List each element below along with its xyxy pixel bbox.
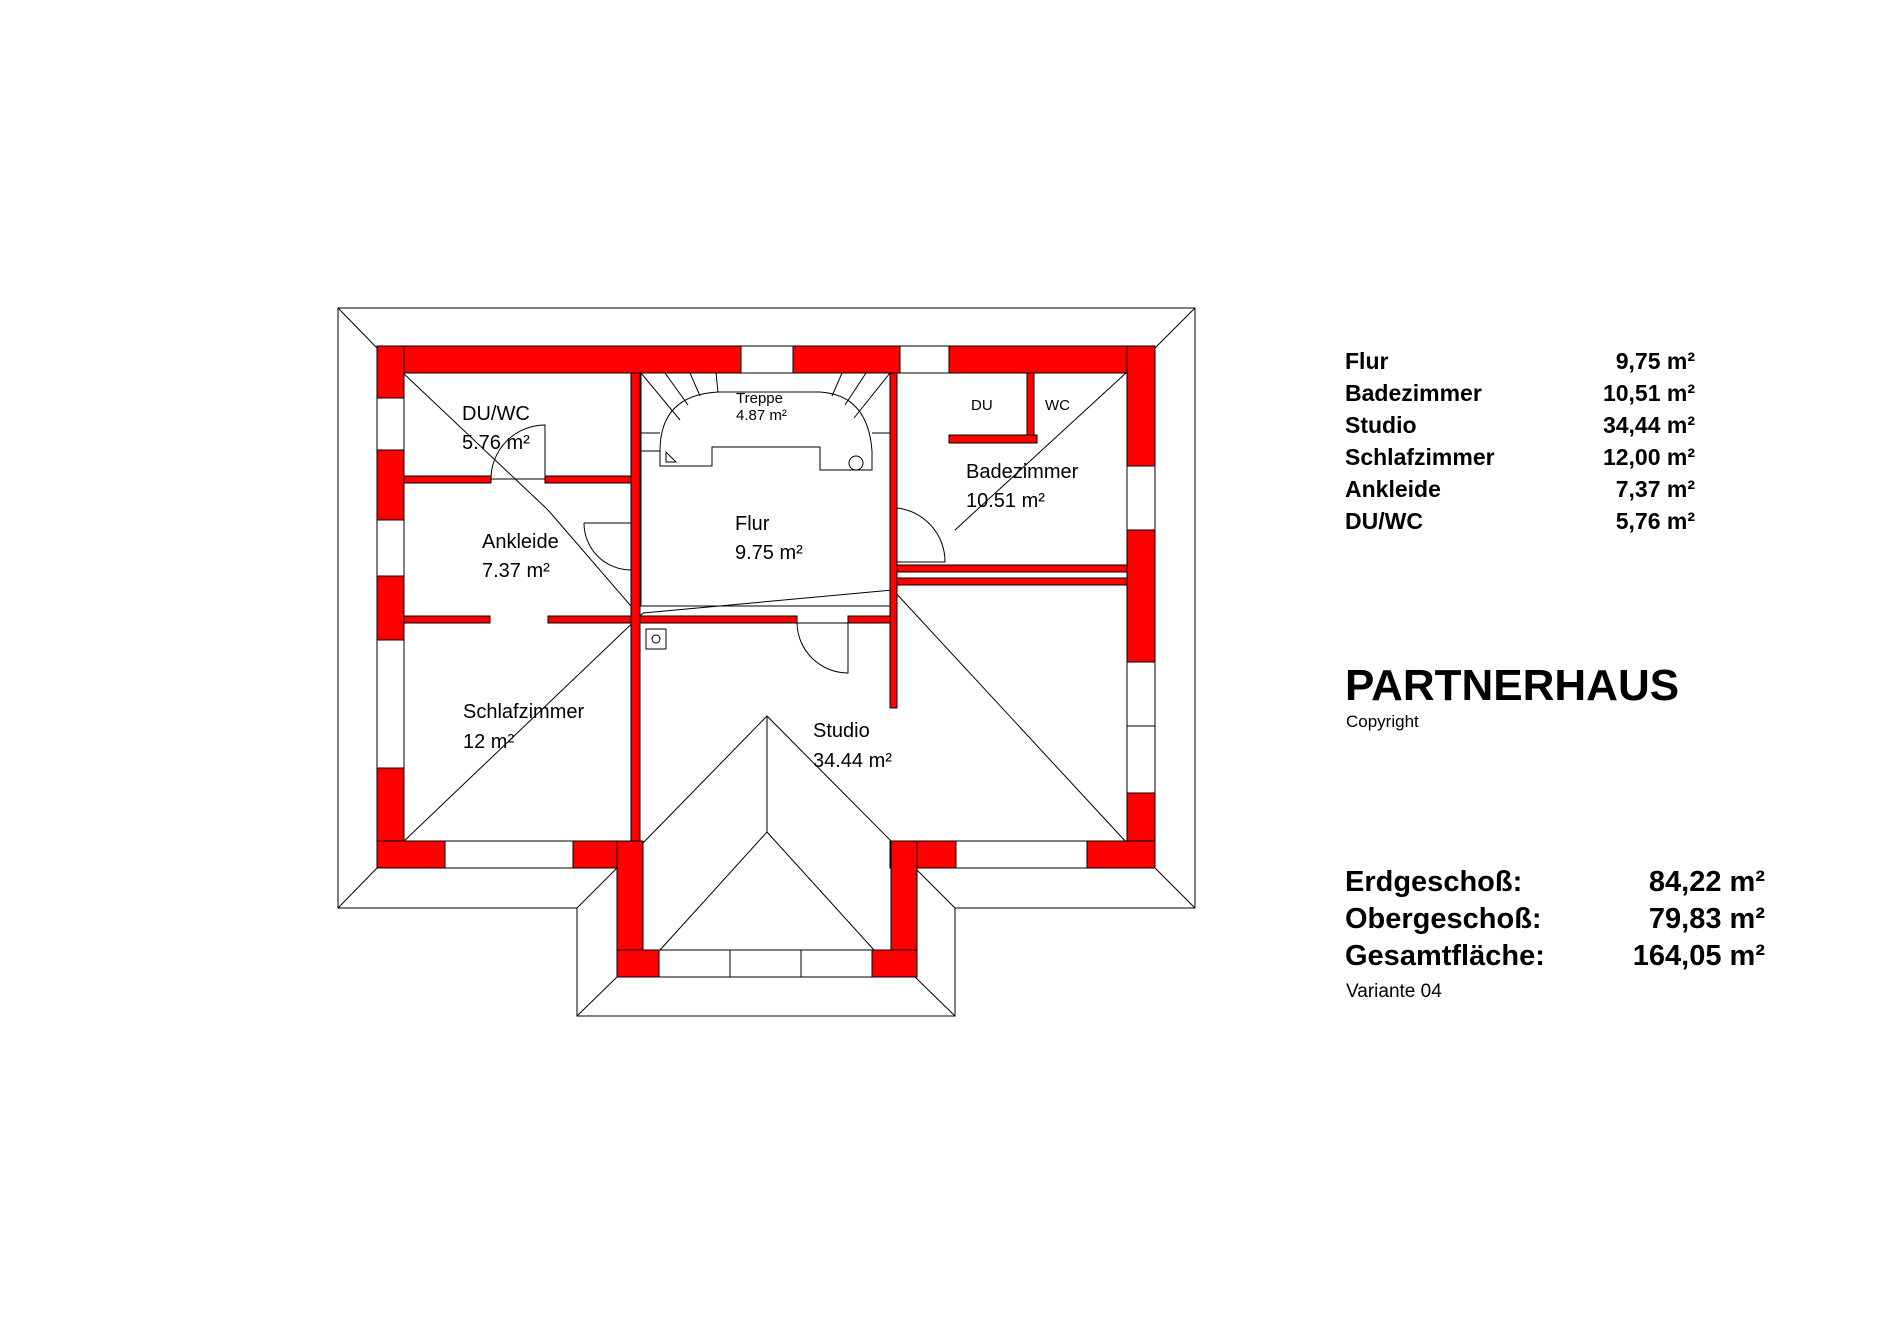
room-name-studio: Studio <box>813 720 870 742</box>
table-row <box>1345 377 1695 409</box>
room-area-treppe: 4.87 m² <box>736 407 787 424</box>
total-value: 79,83 m² <box>1648 903 1765 935</box>
room-name-badezimmer: Badezimmer <box>966 461 1079 483</box>
room-name-duwc: DU/WC <box>462 403 530 425</box>
room-area-duwc: 5.76 m² <box>462 432 530 454</box>
table-row <box>1345 441 1695 473</box>
total-value: 84,22 m² <box>1648 866 1765 898</box>
brand-name: PARTNERHAUS <box>1345 661 1680 710</box>
room-name-flur: Flur <box>735 513 770 535</box>
table-row <box>1345 409 1695 441</box>
floor-totals <box>1345 864 1765 975</box>
room-area-badezimmer: 10.51 m² <box>966 490 1045 512</box>
copyright-text: Copyright <box>1346 712 1419 731</box>
room-area-flur: 9.75 m² <box>735 542 803 564</box>
total-row <box>1345 901 1765 938</box>
room-name: DU/WC <box>1345 508 1423 534</box>
room-area: 5,76 m² <box>1615 508 1695 534</box>
room-name-schlafzimmer: Schlafzimmer <box>463 701 585 723</box>
room-area-table <box>1345 345 1695 537</box>
fixture-label-wc: WC <box>1045 397 1070 414</box>
total-label: Erdgeschoß: <box>1345 866 1523 898</box>
variant-label: Variante 04 <box>1346 981 1442 1002</box>
room-name: Studio <box>1345 412 1417 438</box>
total-label: Gesamtfläche: <box>1345 940 1545 972</box>
room-area-ankleide: 7.37 m² <box>482 560 550 582</box>
room-name: Flur <box>1345 348 1389 374</box>
table-row <box>1345 505 1695 537</box>
total-row <box>1345 864 1765 901</box>
table-row <box>1345 473 1695 505</box>
room-area: 9,75 m² <box>1615 348 1695 374</box>
room-name-treppe: Treppe <box>736 390 783 407</box>
room-area: 7,37 m² <box>1615 476 1695 502</box>
room-area: 10,51 m² <box>1602 380 1695 406</box>
fixture-label-du: DU <box>971 397 993 414</box>
room-name: Schlafzimmer <box>1345 444 1495 470</box>
total-row <box>1345 938 1765 975</box>
room-area: 34,44 m² <box>1602 412 1695 438</box>
total-value: 164,05 m² <box>1632 940 1765 972</box>
room-area-studio: 34.44 m² <box>813 750 892 772</box>
room-area: 12,00 m² <box>1602 444 1695 470</box>
room-name-ankleide: Ankleide <box>482 531 559 553</box>
room-area-schlafzimmer: 12 m² <box>463 731 515 753</box>
room-name: Badezimmer <box>1345 380 1482 406</box>
table-row <box>1345 345 1695 377</box>
room-name: Ankleide <box>1345 476 1441 502</box>
doors <box>491 425 945 673</box>
total-label: Obergeschoß: <box>1345 903 1542 935</box>
